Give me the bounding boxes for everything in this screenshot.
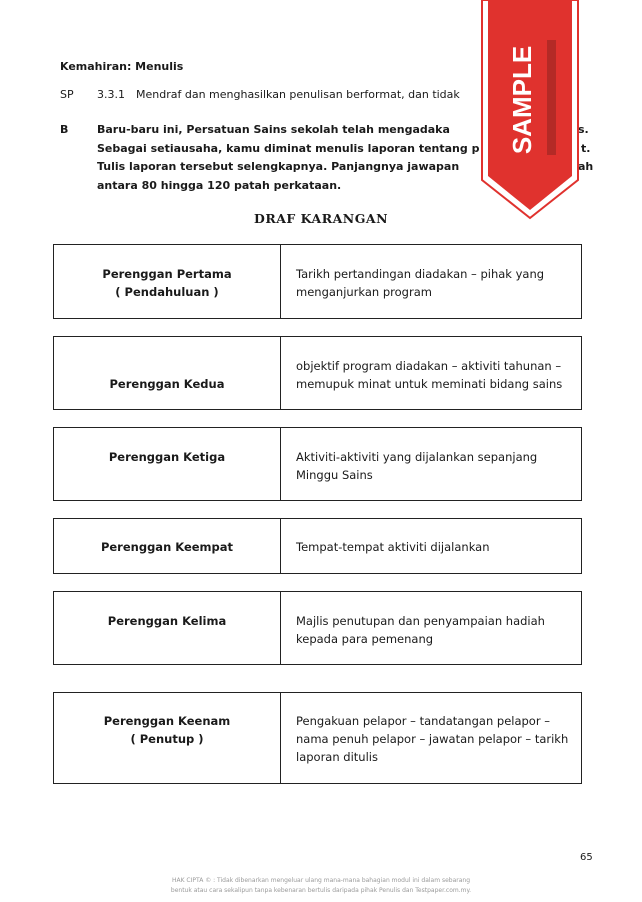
paragraph-label: Perenggan Keenam <box>103 714 231 728</box>
paragraph-content <box>296 712 572 766</box>
paragraph-box-6 <box>53 692 582 784</box>
content-line: Tarikh pertandingan diadakan – pihak yang <box>296 267 545 281</box>
paragraph-label: Perenggan Pertama <box>102 267 232 281</box>
content-line: kepada para pemenang <box>296 632 434 646</box>
question-label: B <box>60 123 69 136</box>
paragraph-label-cell <box>54 519 281 573</box>
paragraph-label: Perenggan Keempat <box>100 540 234 554</box>
paragraph-label: Perenggan Kelima <box>107 614 227 628</box>
paragraph-content <box>296 612 572 648</box>
question-line: Sebagai setiausaha, kamu diminat menulis laporan tentang p <box>97 141 480 155</box>
paragraph-content <box>296 357 572 393</box>
paragraph-box-3 <box>53 427 582 501</box>
paragraph-label-cell <box>54 693 281 783</box>
paragraph-label-cell <box>54 245 281 318</box>
content-line: Majlis penutupan dan penyampaian hadiah <box>296 614 545 628</box>
question-line-end: s. <box>578 123 589 136</box>
paragraph-label: Perenggan Ketiga <box>108 450 226 464</box>
content-line: Tempat-tempat aktiviti dijalankan <box>296 540 490 554</box>
paragraph-box-2 <box>53 336 582 410</box>
content-line: Aktiviti-aktiviti yang dijalankan sepanjang <box>296 450 538 464</box>
paragraph-label: Perenggan Kedua <box>109 377 225 391</box>
paragraph-sublabel: ( Pendahuluan ) <box>115 285 219 299</box>
content-line: laporan ditulis <box>296 750 378 764</box>
content-line: menganjurkan program <box>296 285 432 299</box>
content-line: Minggu Sains <box>296 468 373 482</box>
paragraph-content <box>296 538 572 556</box>
draft-title: DRAF KARANGAN <box>253 211 389 226</box>
question-line: antara 80 hingga 120 patah perkataan. <box>97 178 342 192</box>
content-line: objektif program diadakan – aktiviti tahunan – <box>296 359 562 373</box>
sample-badge-text: SAMPLE <box>506 45 537 155</box>
sp-description: Mendraf dan menghasilkan penulisan berformat, dan tidak <box>136 88 460 101</box>
paragraph-box-1 <box>53 244 582 319</box>
paragraph-label-cell <box>54 428 281 500</box>
paragraph-sublabel: ( Penutup ) <box>130 732 204 746</box>
paragraph-label-cell <box>54 592 281 664</box>
question-line-end: t. <box>581 141 591 155</box>
content-line: nama penuh pelapor – jawatan pelapor – tarikh <box>296 732 569 746</box>
paragraph-content <box>296 265 572 301</box>
copyright-line: bentuk atau cara sekalipun tanpa kebenaran bertulis daripada pihak Penulis dan Testpaper.com.my. <box>170 887 472 894</box>
sp-code: SP <box>60 88 74 101</box>
page-number: 65 <box>580 852 593 863</box>
copyright-notice <box>0 876 642 896</box>
paragraph-box-4 <box>53 518 582 574</box>
content-line: memupuk minat untuk meminati bidang sains <box>296 377 563 391</box>
sp-number: 3.3.1 <box>97 88 125 101</box>
copyright-line: HAK CIPTA © : Tidak dibenarkan mengeluar ulang mana-mana bahagian modul ini dalam sebarang <box>171 877 471 884</box>
paragraph-content <box>296 448 572 484</box>
paragraph-box-5 <box>53 591 582 665</box>
sample-ribbon-icon <box>480 0 580 220</box>
content-line: Pengakuan pelapor – tandatangan pelapor – <box>296 714 550 728</box>
skill-heading: Kemahiran: Menulis <box>60 60 184 73</box>
question-line-end: ah <box>578 160 594 173</box>
sample-badge <box>480 0 580 220</box>
paragraph-label-cell <box>54 337 281 409</box>
question-line: Tulis laporan tersebut selengkapnya. Panjangnya jawapan <box>97 160 460 173</box>
question-line: Baru-baru ini, Persatuan Sains sekolah telah mengadaka <box>97 123 450 136</box>
